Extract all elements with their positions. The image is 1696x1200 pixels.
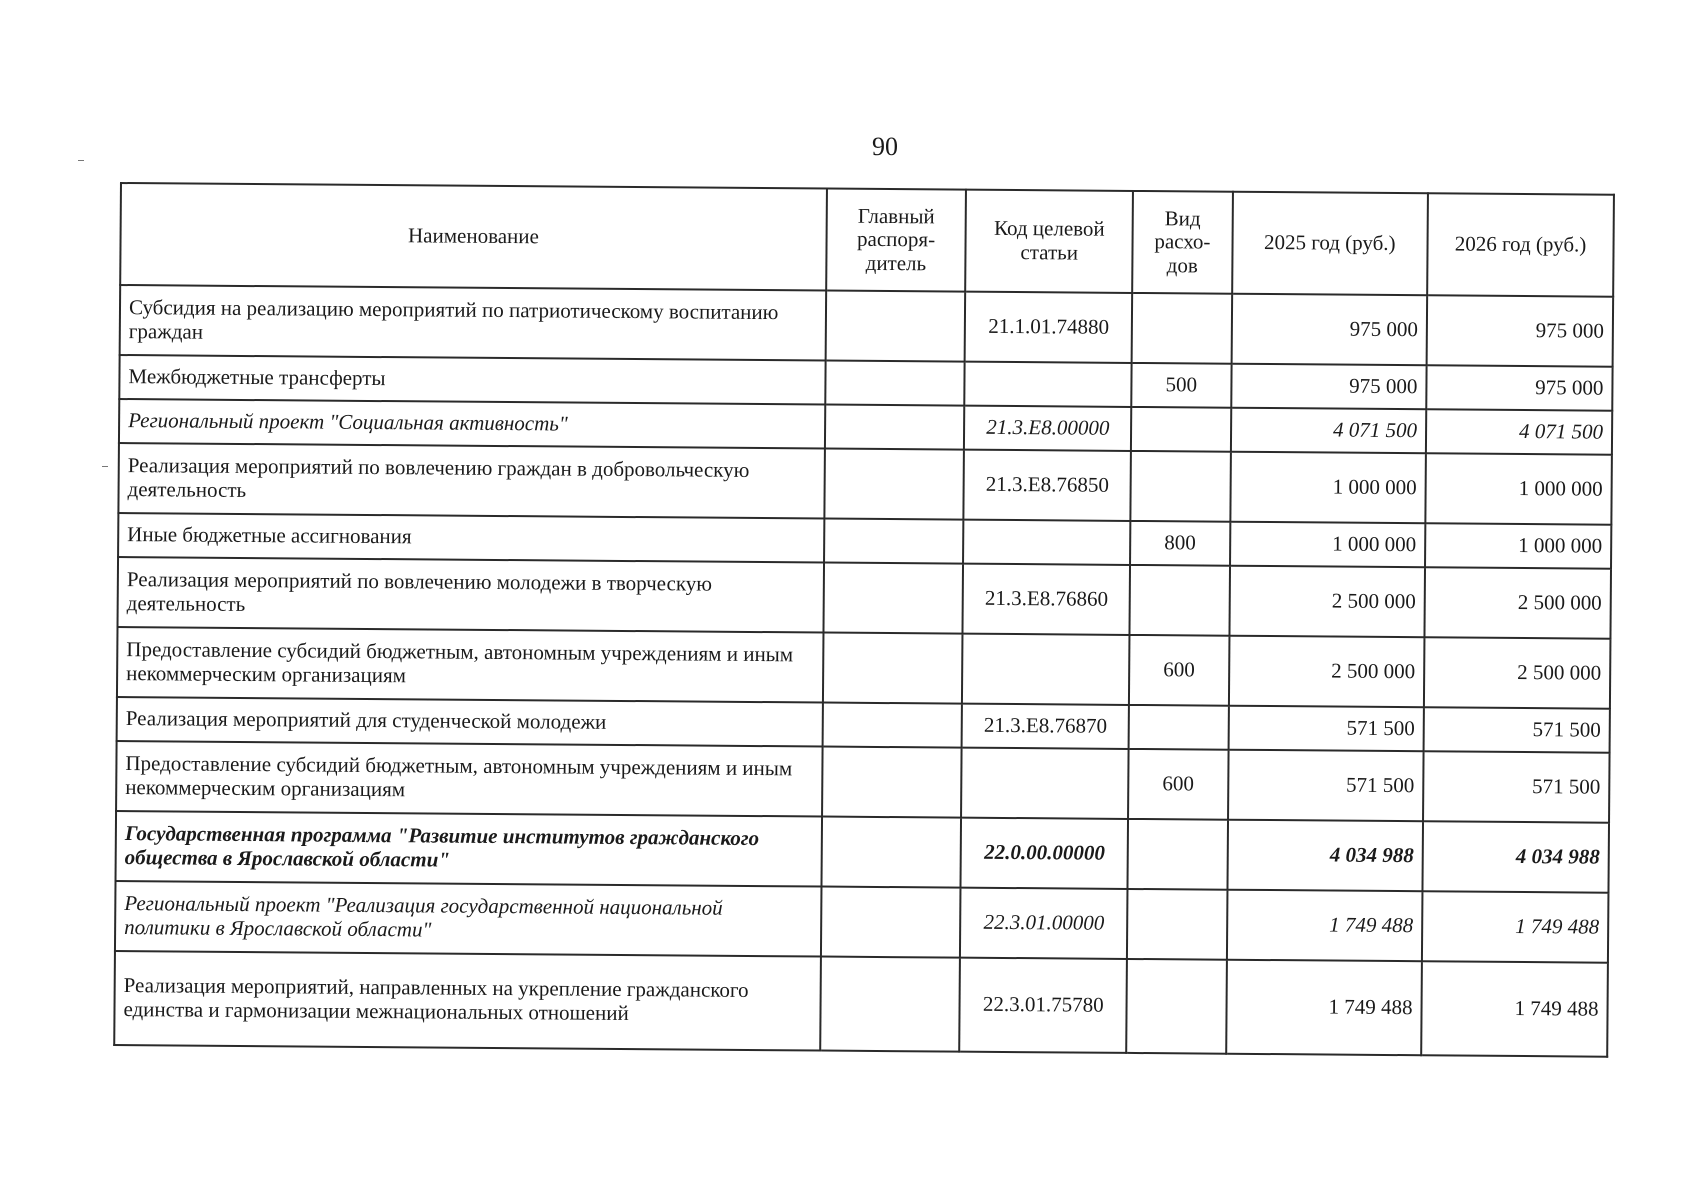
- header-name: Наименование: [120, 183, 827, 291]
- cell-name: Субсидия на реализацию мероприятий по патриотическому воспитанию граждан: [120, 285, 826, 361]
- cell-2026: 571 500: [1423, 751, 1610, 822]
- table-row: [114, 951, 1608, 1057]
- cell-admin: [821, 817, 961, 888]
- cell-2025: 2 500 000: [1228, 636, 1424, 708]
- table-header-row: [120, 183, 1614, 297]
- budget-table: [113, 182, 1615, 1058]
- cell-code: 21.3.E8.76870: [962, 704, 1129, 749]
- scan-mark: [102, 466, 108, 467]
- cell-name: Иные бюджетные ассигнования: [118, 513, 824, 563]
- cell-code: [962, 634, 1129, 705]
- cell-name: Предоставление субсидий бюджетным, автономным учреждениям и иным некоммерческим организациям: [117, 627, 823, 703]
- cell-code: [961, 748, 1128, 819]
- scan-mark: [78, 160, 84, 161]
- cell-name: Реализация мероприятий по вовлечению граждан в добровольческую деятельность: [118, 443, 824, 519]
- cell-2026: 1 000 000: [1425, 523, 1611, 568]
- cell-admin: [825, 405, 965, 450]
- cell-code: 21.3.E8.76850: [964, 450, 1131, 521]
- cell-name: Региональный проект "Реализация государственной национальной политики в Ярославской области": [115, 881, 821, 957]
- cell-admin: [825, 361, 965, 406]
- table-row: [115, 881, 1609, 963]
- cell-2025: 2 500 000: [1229, 566, 1425, 638]
- table-row: [116, 741, 1610, 823]
- budget-sheet: [113, 182, 1615, 1058]
- cell-2025: 975 000: [1231, 294, 1427, 366]
- cell-code: 22.0.00.00000: [961, 818, 1128, 889]
- header-admin: Главный распоря-дитель: [826, 189, 966, 292]
- cell-admin: [820, 957, 960, 1052]
- cell-kind: [1127, 889, 1227, 960]
- cell-name: Реализация мероприятий, направленных на укрепление гражданского единства и гармонизации межнациональных отношений: [114, 951, 821, 1051]
- cell-name: Реализация мероприятий по вовлечению молодежи в творческую деятельность: [118, 557, 824, 633]
- cell-2025: 1 749 488: [1226, 960, 1422, 1056]
- cell-2026: 975 000: [1427, 295, 1614, 366]
- cell-2026: 4 034 988: [1422, 821, 1609, 892]
- header-2026: 2026 год (руб.): [1427, 193, 1614, 296]
- cell-kind: [1128, 819, 1228, 890]
- cell-2025: 1 000 000: [1230, 452, 1426, 524]
- cell-name: Региональный проект "Социальная активность": [119, 399, 825, 449]
- cell-2025: 571 500: [1228, 706, 1424, 752]
- cell-2026: 571 500: [1424, 707, 1610, 752]
- cell-2026: 975 000: [1426, 365, 1612, 410]
- cell-code: 21.3.E8.00000: [964, 406, 1131, 451]
- cell-kind: 600: [1128, 749, 1228, 820]
- cell-name: Государственная программа "Развитие институтов гражданского общества в Ярославской области": [116, 811, 822, 887]
- cell-2025: 4 034 988: [1227, 820, 1423, 892]
- cell-kind: [1126, 959, 1226, 1054]
- cell-2025: 4 071 500: [1230, 408, 1426, 454]
- table-body: [114, 285, 1613, 1057]
- cell-kind: [1130, 565, 1230, 636]
- cell-2025: 1 000 000: [1230, 522, 1426, 568]
- cell-admin: [822, 747, 962, 818]
- cell-admin: [824, 449, 964, 520]
- cell-kind: 500: [1131, 363, 1231, 408]
- cell-2025: 571 500: [1228, 750, 1424, 822]
- page-number: 90: [872, 132, 898, 161]
- table-row: [120, 285, 1614, 367]
- header-code: Код целевой статьи: [965, 190, 1133, 293]
- cell-2026: 2 500 000: [1424, 567, 1611, 638]
- cell-2026: 4 071 500: [1426, 409, 1612, 454]
- cell-kind: [1131, 407, 1231, 452]
- header-kind: Вид расхо-дов: [1132, 191, 1232, 294]
- cell-admin: [823, 563, 963, 634]
- cell-2026: 2 500 000: [1424, 637, 1611, 708]
- table-row: [116, 811, 1610, 893]
- cell-code: 22.3.01.00000: [960, 888, 1127, 959]
- cell-kind: 600: [1129, 635, 1229, 706]
- cell-code: [965, 362, 1132, 407]
- cell-name: Реализация мероприятий для студенческой молодежи: [117, 697, 823, 747]
- cell-code: 21.1.01.74880: [965, 292, 1132, 363]
- cell-2026: 1 749 488: [1422, 891, 1609, 962]
- header-2025: 2025 год (руб.): [1232, 192, 1428, 296]
- table-row: [117, 627, 1611, 709]
- cell-code: [963, 520, 1130, 565]
- cell-name: Межбюджетные трансферты: [119, 355, 825, 405]
- cell-admin: [821, 887, 961, 958]
- cell-admin: [824, 519, 964, 564]
- cell-kind: [1132, 293, 1232, 364]
- cell-2025: 1 749 488: [1226, 890, 1422, 962]
- cell-admin: [822, 703, 962, 748]
- cell-2026: 1 749 488: [1421, 961, 1608, 1056]
- table-row: [118, 557, 1612, 639]
- cell-2026: 1 000 000: [1425, 453, 1612, 524]
- cell-name: Предоставление субсидий бюджетным, автономным учреждениям и иным некоммерческим организациям: [116, 741, 822, 817]
- cell-kind: 800: [1130, 521, 1230, 566]
- cell-kind: [1131, 451, 1231, 522]
- cell-code: 21.3.E8.76860: [963, 564, 1130, 635]
- cell-code: 22.3.01.75780: [959, 958, 1127, 1053]
- table-row: [118, 443, 1612, 525]
- cell-2025: 975 000: [1231, 364, 1427, 410]
- cell-kind: [1129, 705, 1229, 750]
- cell-admin: [825, 291, 965, 362]
- cell-admin: [823, 633, 963, 704]
